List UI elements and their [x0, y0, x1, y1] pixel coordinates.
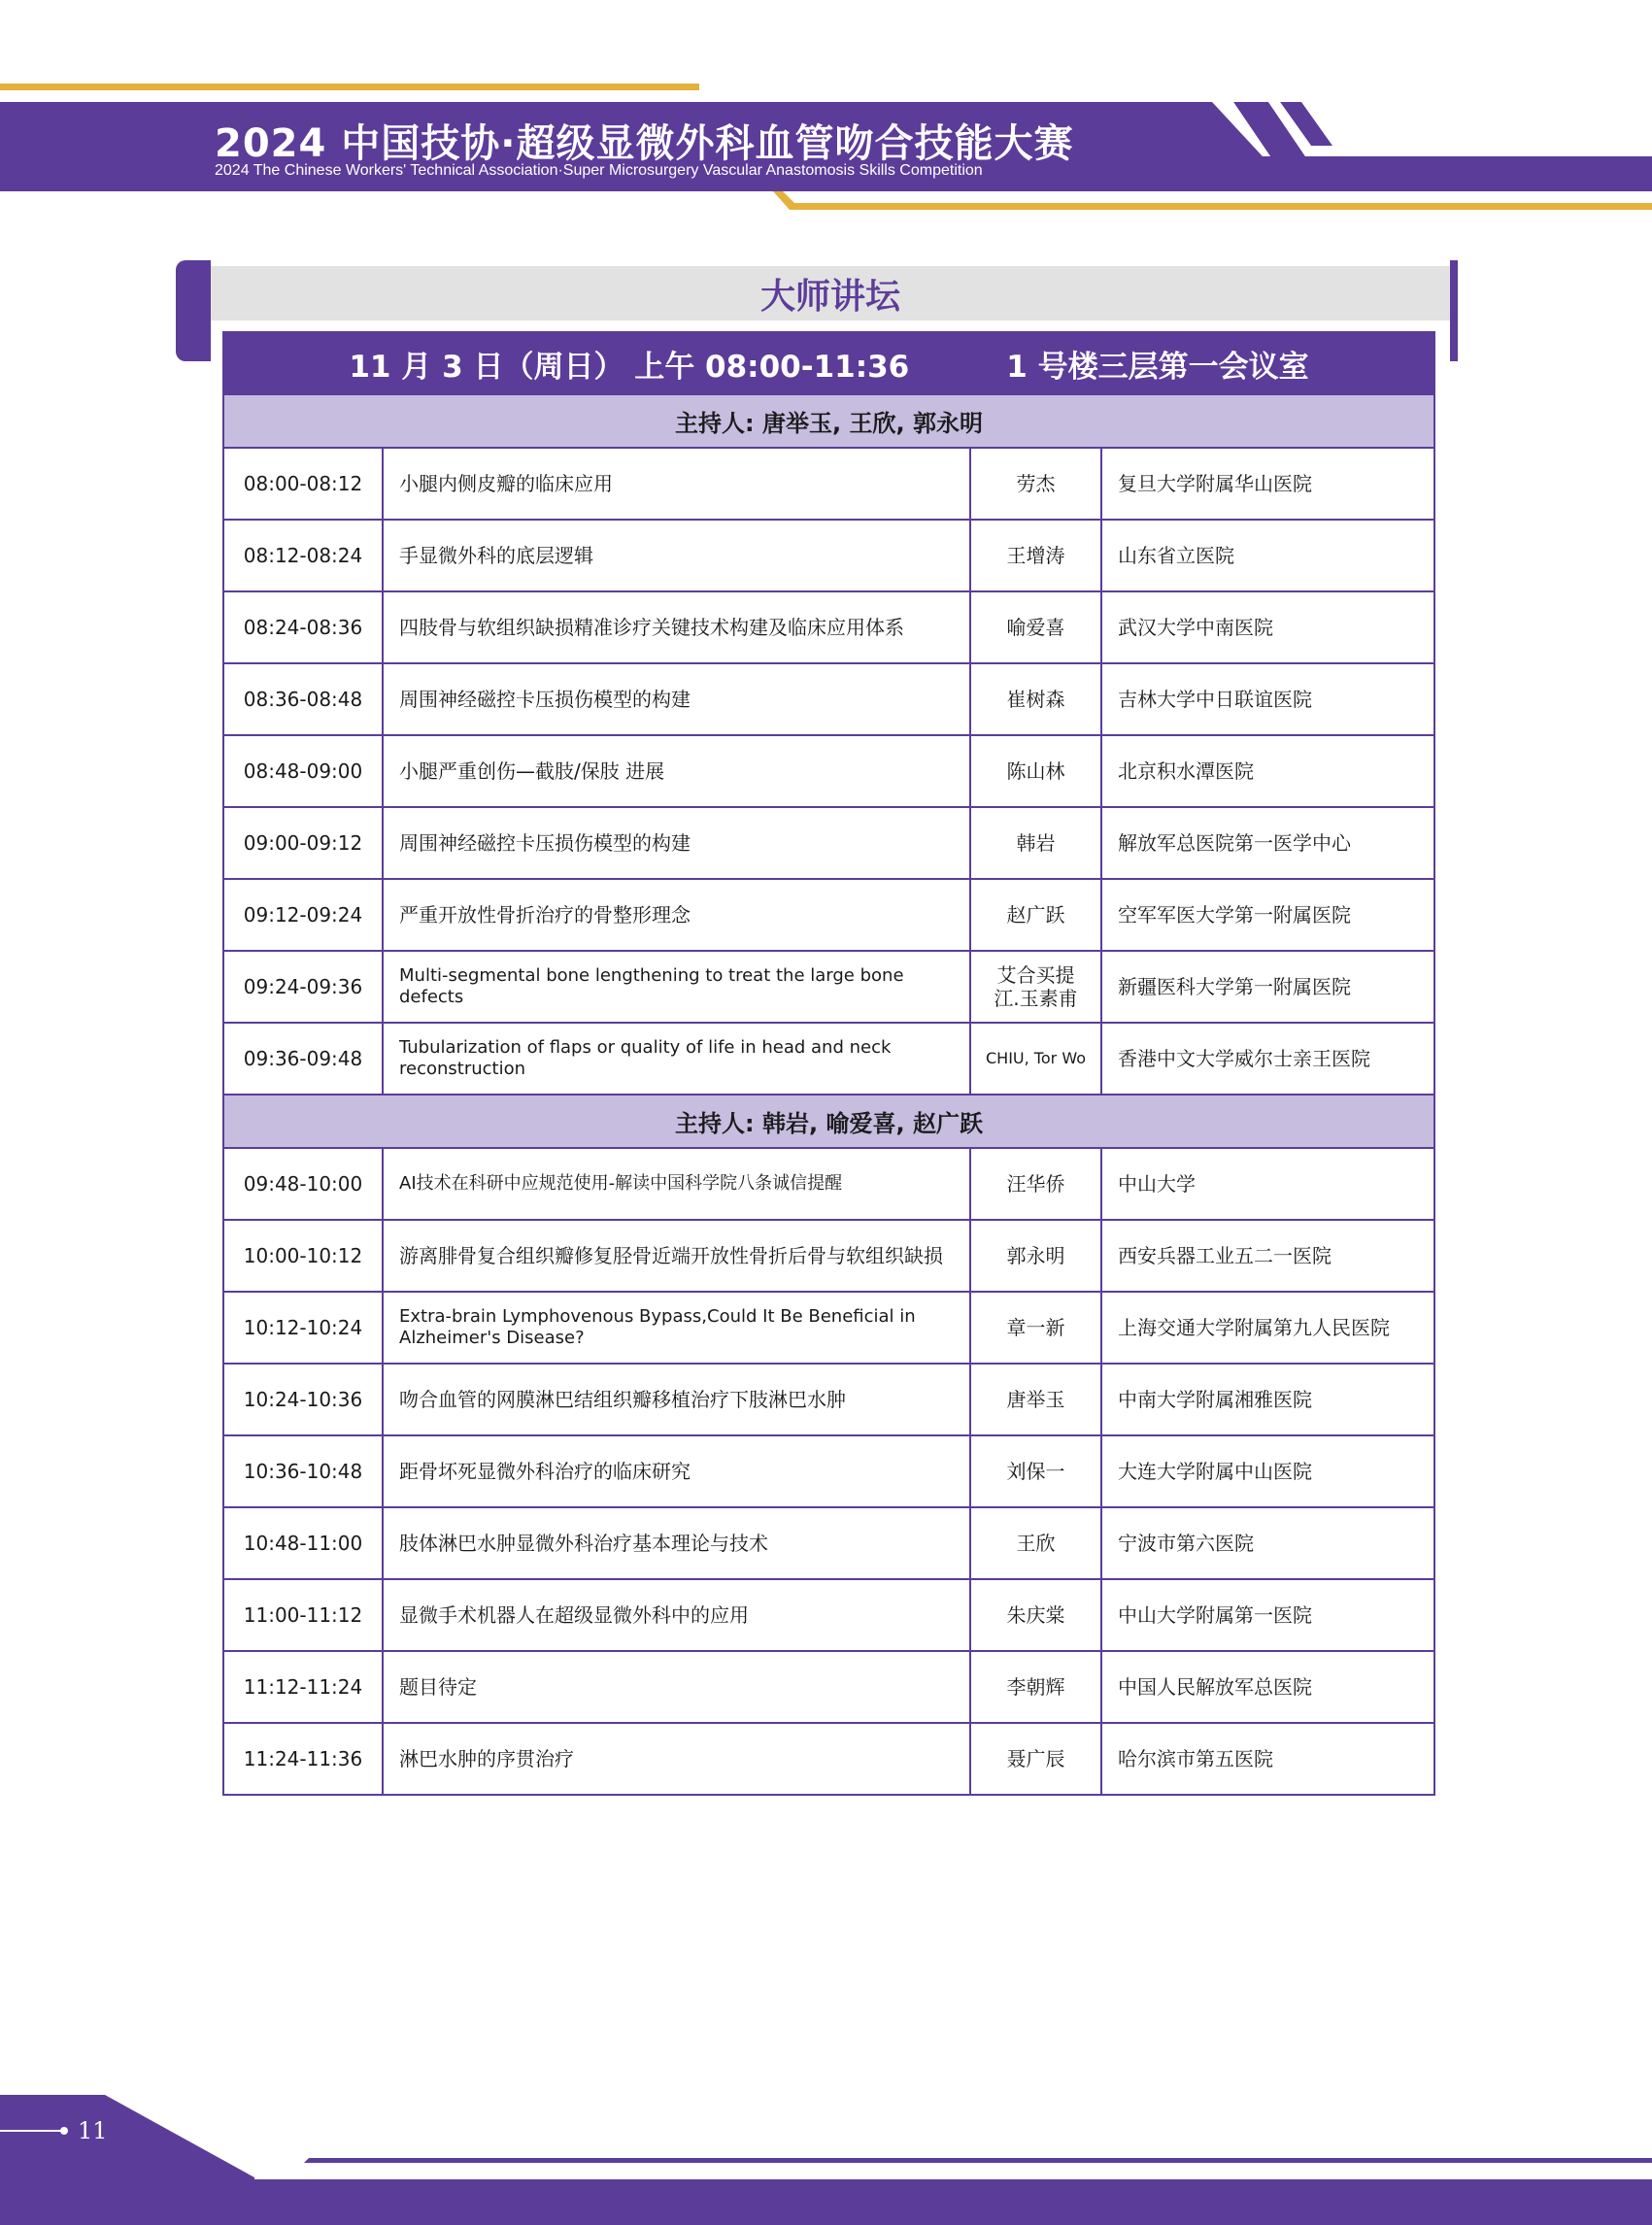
hospital-cell: [1100, 952, 1433, 1022]
hospital-cell-text: 中国人民解放军总医院: [1118, 1675, 1312, 1699]
hospital-cell-text: 空军军医大学第一附属医院: [1118, 903, 1351, 927]
speaker-cell: [969, 521, 1100, 590]
speaker-cell-text: 劳杰: [1016, 472, 1056, 495]
time-cell-text: 08:48-09:00: [243, 759, 363, 783]
topic-cell: [382, 664, 969, 734]
session-header-row: [224, 333, 1433, 393]
speaker-cell: [969, 1024, 1100, 1094]
hospital-cell-text: 大连大学附属中山医院: [1118, 1460, 1312, 1483]
speaker-cell-text: 章一新: [1006, 1316, 1065, 1339]
speaker-cell: [969, 1293, 1100, 1363]
time-cell-text: 11:12-11:24: [243, 1675, 363, 1699]
hospital-cell: [1100, 736, 1433, 806]
time-cell: [224, 449, 382, 519]
table-row: [224, 734, 1433, 806]
hospital-cell-text: 新疆医科大学第一附属医院: [1118, 975, 1351, 998]
topic-cell: [382, 1580, 969, 1650]
topic-cell: [382, 1149, 969, 1219]
time-cell: [224, 1652, 382, 1722]
time-cell-text: 10:00-10:12: [243, 1244, 363, 1267]
speaker-cell-text: 刘保一: [1006, 1460, 1065, 1483]
header-title: 2024 中国技协·超级显微外科血管吻合技能大赛: [215, 121, 1074, 166]
speaker-cell-text: 朱庆棠: [1006, 1603, 1065, 1627]
topic-cell: [382, 449, 969, 519]
time-cell: [224, 592, 382, 662]
hospital-cell-text: 武汉大学中南医院: [1118, 616, 1273, 639]
table-row: [224, 1219, 1433, 1291]
topic-cell: [382, 880, 969, 950]
topic-cell: [382, 1365, 969, 1434]
hospital-cell: [1100, 1436, 1433, 1506]
hospital-cell: [1100, 880, 1433, 950]
hospital-cell: [1100, 1652, 1433, 1722]
table-row: [224, 1291, 1433, 1363]
topic-cell: [382, 1724, 969, 1794]
topic-cell: [382, 952, 969, 1022]
hospital-cell-text: 中南大学附属湘雅医院: [1118, 1388, 1312, 1411]
hospital-cell-text: 中山大学: [1118, 1172, 1196, 1196]
table-row: [224, 1650, 1433, 1722]
hospital-cell: [1100, 592, 1433, 662]
topic-cell-text: Multi-segmental bone lengthening to treat the large bone defects: [399, 965, 904, 1007]
speaker-cell-text: 艾合买提 江.玉素甫: [994, 963, 1078, 1010]
topic-cell-text: 距骨坏死显微外科治疗的临床研究: [399, 1460, 691, 1483]
table-row: [224, 519, 1433, 590]
table-row: [224, 1147, 1433, 1219]
time-cell-text: 08:36-08:48: [243, 688, 363, 711]
speaker-cell: [969, 1149, 1100, 1219]
time-cell: [224, 808, 382, 878]
topic-cell-text: 严重开放性骨折治疗的骨整形理念: [399, 903, 691, 927]
hospital-cell: [1100, 1293, 1433, 1363]
time-cell: [224, 1365, 382, 1434]
time-cell: [224, 1436, 382, 1506]
hospital-cell-text: 北京积水潭医院: [1118, 759, 1254, 783]
topic-cell: [382, 1436, 969, 1506]
section-title: 大师讲坛: [759, 276, 900, 317]
hospital-cell-text: 西安兵器工业五二一医院: [1118, 1244, 1332, 1267]
topic-cell-text: 游离腓骨复合组织瓣修复胫骨近端开放性骨折后骨与软组织缺损: [399, 1244, 943, 1267]
time-cell: [224, 664, 382, 734]
topic-cell: [382, 1652, 969, 1722]
table-row: [224, 1022, 1433, 1094]
speaker-cell: [969, 880, 1100, 950]
topic-cell-text: 吻合血管的网膜淋巴结组织瓣移植治疗下肢淋巴水肿: [399, 1388, 846, 1411]
time-cell-text: 10:36-10:48: [243, 1460, 363, 1483]
table-row: [224, 662, 1433, 734]
time-cell: [224, 952, 382, 1022]
hospital-cell-text: 解放军总医院第一医学中心: [1118, 831, 1351, 855]
hospital-cell: [1100, 808, 1433, 878]
header-gold-stripe-bottom: [0, 189, 1652, 219]
speaker-cell: [969, 952, 1100, 1022]
topic-cell-text: 周围神经磁控卡压损伤模型的构建: [399, 831, 691, 855]
hospital-cell-text: 吉林大学中日联谊医院: [1118, 688, 1312, 711]
footer-band: [0, 2088, 1652, 2225]
time-cell-text: 10:12-10:24: [243, 1316, 363, 1339]
table-row: [224, 950, 1433, 1022]
time-cell: [224, 736, 382, 806]
page-number: 11: [78, 2117, 108, 2144]
topic-cell-text: 题目待定: [399, 1675, 477, 1699]
speaker-cell: [969, 1508, 1100, 1578]
speaker-cell: [969, 1724, 1100, 1794]
time-cell: [224, 1580, 382, 1650]
topic-cell-text: Tubularization of flaps or quality of life in head and neck reconstruction: [399, 1037, 892, 1079]
section-banner: [211, 266, 1450, 320]
time-cell-text: 11:00-11:12: [243, 1603, 363, 1627]
topic-cell-text: 小腿严重创伤—截肢/保肢 进展: [399, 759, 665, 783]
speaker-cell-text: 汪华侨: [1006, 1172, 1065, 1196]
table-row: [224, 1434, 1433, 1506]
speaker-cell-text: 郭永明: [1006, 1244, 1065, 1267]
topic-cell-text: Extra-brain Lymphovenous Bypass,Could It Be Beneficial in Alzheimer's Disease?: [399, 1306, 916, 1348]
speaker-cell: [969, 1221, 1100, 1291]
header-gold-stripe-top: [0, 84, 699, 90]
time-cell: [224, 1508, 382, 1578]
topic-cell-text: 手显微外科的底层逻辑: [399, 544, 593, 567]
header-subtitle: 2024 The Chinese Workers' Technical Association·Super Microsurgery Vascular Anastomosis Skills Competition: [215, 162, 983, 179]
speaker-cell-text: 唐举玉: [1006, 1388, 1065, 1411]
time-cell-text: 10:48-11:00: [243, 1532, 363, 1555]
topic-cell: [382, 1221, 969, 1291]
table-row: [224, 1506, 1433, 1578]
speaker-cell: [969, 664, 1100, 734]
time-cell-text: 09:36-09:48: [243, 1047, 363, 1070]
speaker-cell-text: 赵广跃: [1006, 903, 1065, 927]
time-cell: [224, 1221, 382, 1291]
hospital-cell: [1100, 1508, 1433, 1578]
speaker-cell-text: 聂广辰: [1006, 1747, 1065, 1770]
topic-cell-text: 周围神经磁控卡压损伤模型的构建: [399, 688, 691, 711]
time-cell-text: 08:24-08:36: [243, 616, 363, 639]
hospital-cell: [1100, 1580, 1433, 1650]
time-cell: [224, 521, 382, 590]
time-cell-text: 08:00-08:12: [243, 472, 363, 495]
table-row: [224, 1363, 1433, 1434]
host-row: 主持人: 韩岩, 喻爱喜, 赵广跃: [224, 1094, 1433, 1147]
hospital-cell-text: 宁波市第六医院: [1118, 1532, 1254, 1555]
hospital-cell: [1100, 1221, 1433, 1291]
time-cell: [224, 1024, 382, 1094]
hospital-cell-text: 山东省立医院: [1118, 544, 1234, 567]
section-left-tab: [176, 260, 211, 361]
topic-cell-text: AI技术在科研中应规范使用-解读中国科学院八条诚信提醒: [399, 1173, 843, 1195]
topic-cell-text: 显微手术机器人在超级显微外科中的应用: [399, 1603, 749, 1627]
time-cell: [224, 880, 382, 950]
topic-cell: [382, 808, 969, 878]
hospital-cell: [1100, 1024, 1433, 1094]
speaker-cell-text: 韩岩: [1016, 831, 1056, 855]
hospital-cell-text: 上海交通大学附属第九人民医院: [1118, 1316, 1390, 1339]
hospital-cell: [1100, 1149, 1433, 1219]
time-cell-text: 09:24-09:36: [243, 975, 363, 998]
hospital-cell-text: 复旦大学附属华山医院: [1118, 472, 1312, 495]
speaker-cell-text: 陈山林: [1006, 759, 1065, 783]
speaker-cell-text: 喻爱喜: [1006, 616, 1065, 639]
time-cell-text: 10:24-10:36: [243, 1388, 363, 1411]
table-row: [224, 806, 1433, 878]
hospital-cell-text: 香港中文大学威尔士亲王医院: [1118, 1047, 1370, 1070]
speaker-cell: [969, 1436, 1100, 1506]
hospital-cell: [1100, 521, 1433, 590]
table-row: [224, 447, 1433, 519]
time-cell: [224, 1724, 382, 1794]
table-row: [224, 878, 1433, 950]
speaker-cell: [969, 1365, 1100, 1434]
hospital-cell: [1100, 664, 1433, 734]
speaker-cell-text: CHIU, Tor Wo: [986, 1049, 1086, 1068]
table-row: [224, 1578, 1433, 1650]
topic-cell: [382, 1293, 969, 1363]
time-cell-text: 08:12-08:24: [243, 544, 363, 567]
speaker-cell: [969, 592, 1100, 662]
topic-cell: [382, 521, 969, 590]
topic-cell: [382, 592, 969, 662]
hospital-cell: [1100, 449, 1433, 519]
topic-cell: [382, 1508, 969, 1578]
table-row: [224, 590, 1433, 662]
hospital-cell-text: 中山大学附属第一医院: [1118, 1603, 1312, 1627]
time-cell-text: 09:12-09:24: [243, 903, 363, 927]
topic-cell-text: 四肢骨与软组织缺损精准诊疗关键技术构建及临床应用体系: [399, 616, 904, 639]
topic-cell: [382, 1024, 969, 1094]
section-right-tab: [1450, 260, 1458, 361]
host-row: 主持人: 唐举玉, 王欣, 郭永明: [224, 393, 1433, 447]
time-cell-text: 09:00-09:12: [243, 831, 363, 855]
session-venue: 1 号楼三层第一会议室: [1006, 349, 1309, 385]
time-cell-text: 09:48-10:00: [243, 1172, 363, 1196]
session-date-time: 11 月 3 日（周日） 上午 08:00-11:36: [349, 349, 910, 385]
topic-cell: [382, 736, 969, 806]
speaker-cell-text: 崔树森: [1006, 688, 1065, 711]
hospital-cell: [1100, 1724, 1433, 1794]
speaker-cell: [969, 449, 1100, 519]
speaker-cell-text: 李朝辉: [1006, 1675, 1065, 1699]
speaker-cell: [969, 808, 1100, 878]
speaker-cell: [969, 736, 1100, 806]
time-cell-text: 11:24-11:36: [243, 1747, 363, 1770]
time-cell: [224, 1293, 382, 1363]
hospital-cell: [1100, 1365, 1433, 1434]
topic-cell-text: 肢体淋巴水肿显微外科治疗基本理论与技术: [399, 1532, 768, 1555]
topic-cell-text: 淋巴水肿的序贯治疗: [399, 1747, 574, 1770]
speaker-cell: [969, 1580, 1100, 1650]
schedule-table: [222, 331, 1435, 1796]
hospital-cell-text: 哈尔滨市第五医院: [1118, 1747, 1273, 1770]
topic-cell-text: 小腿内侧皮瓣的临床应用: [399, 472, 613, 495]
speaker-cell-text: 王欣: [1016, 1532, 1056, 1555]
time-cell: [224, 1149, 382, 1219]
table-row: [224, 1722, 1433, 1794]
speaker-cell-text: 王增涛: [1006, 544, 1065, 567]
speaker-cell: [969, 1652, 1100, 1722]
